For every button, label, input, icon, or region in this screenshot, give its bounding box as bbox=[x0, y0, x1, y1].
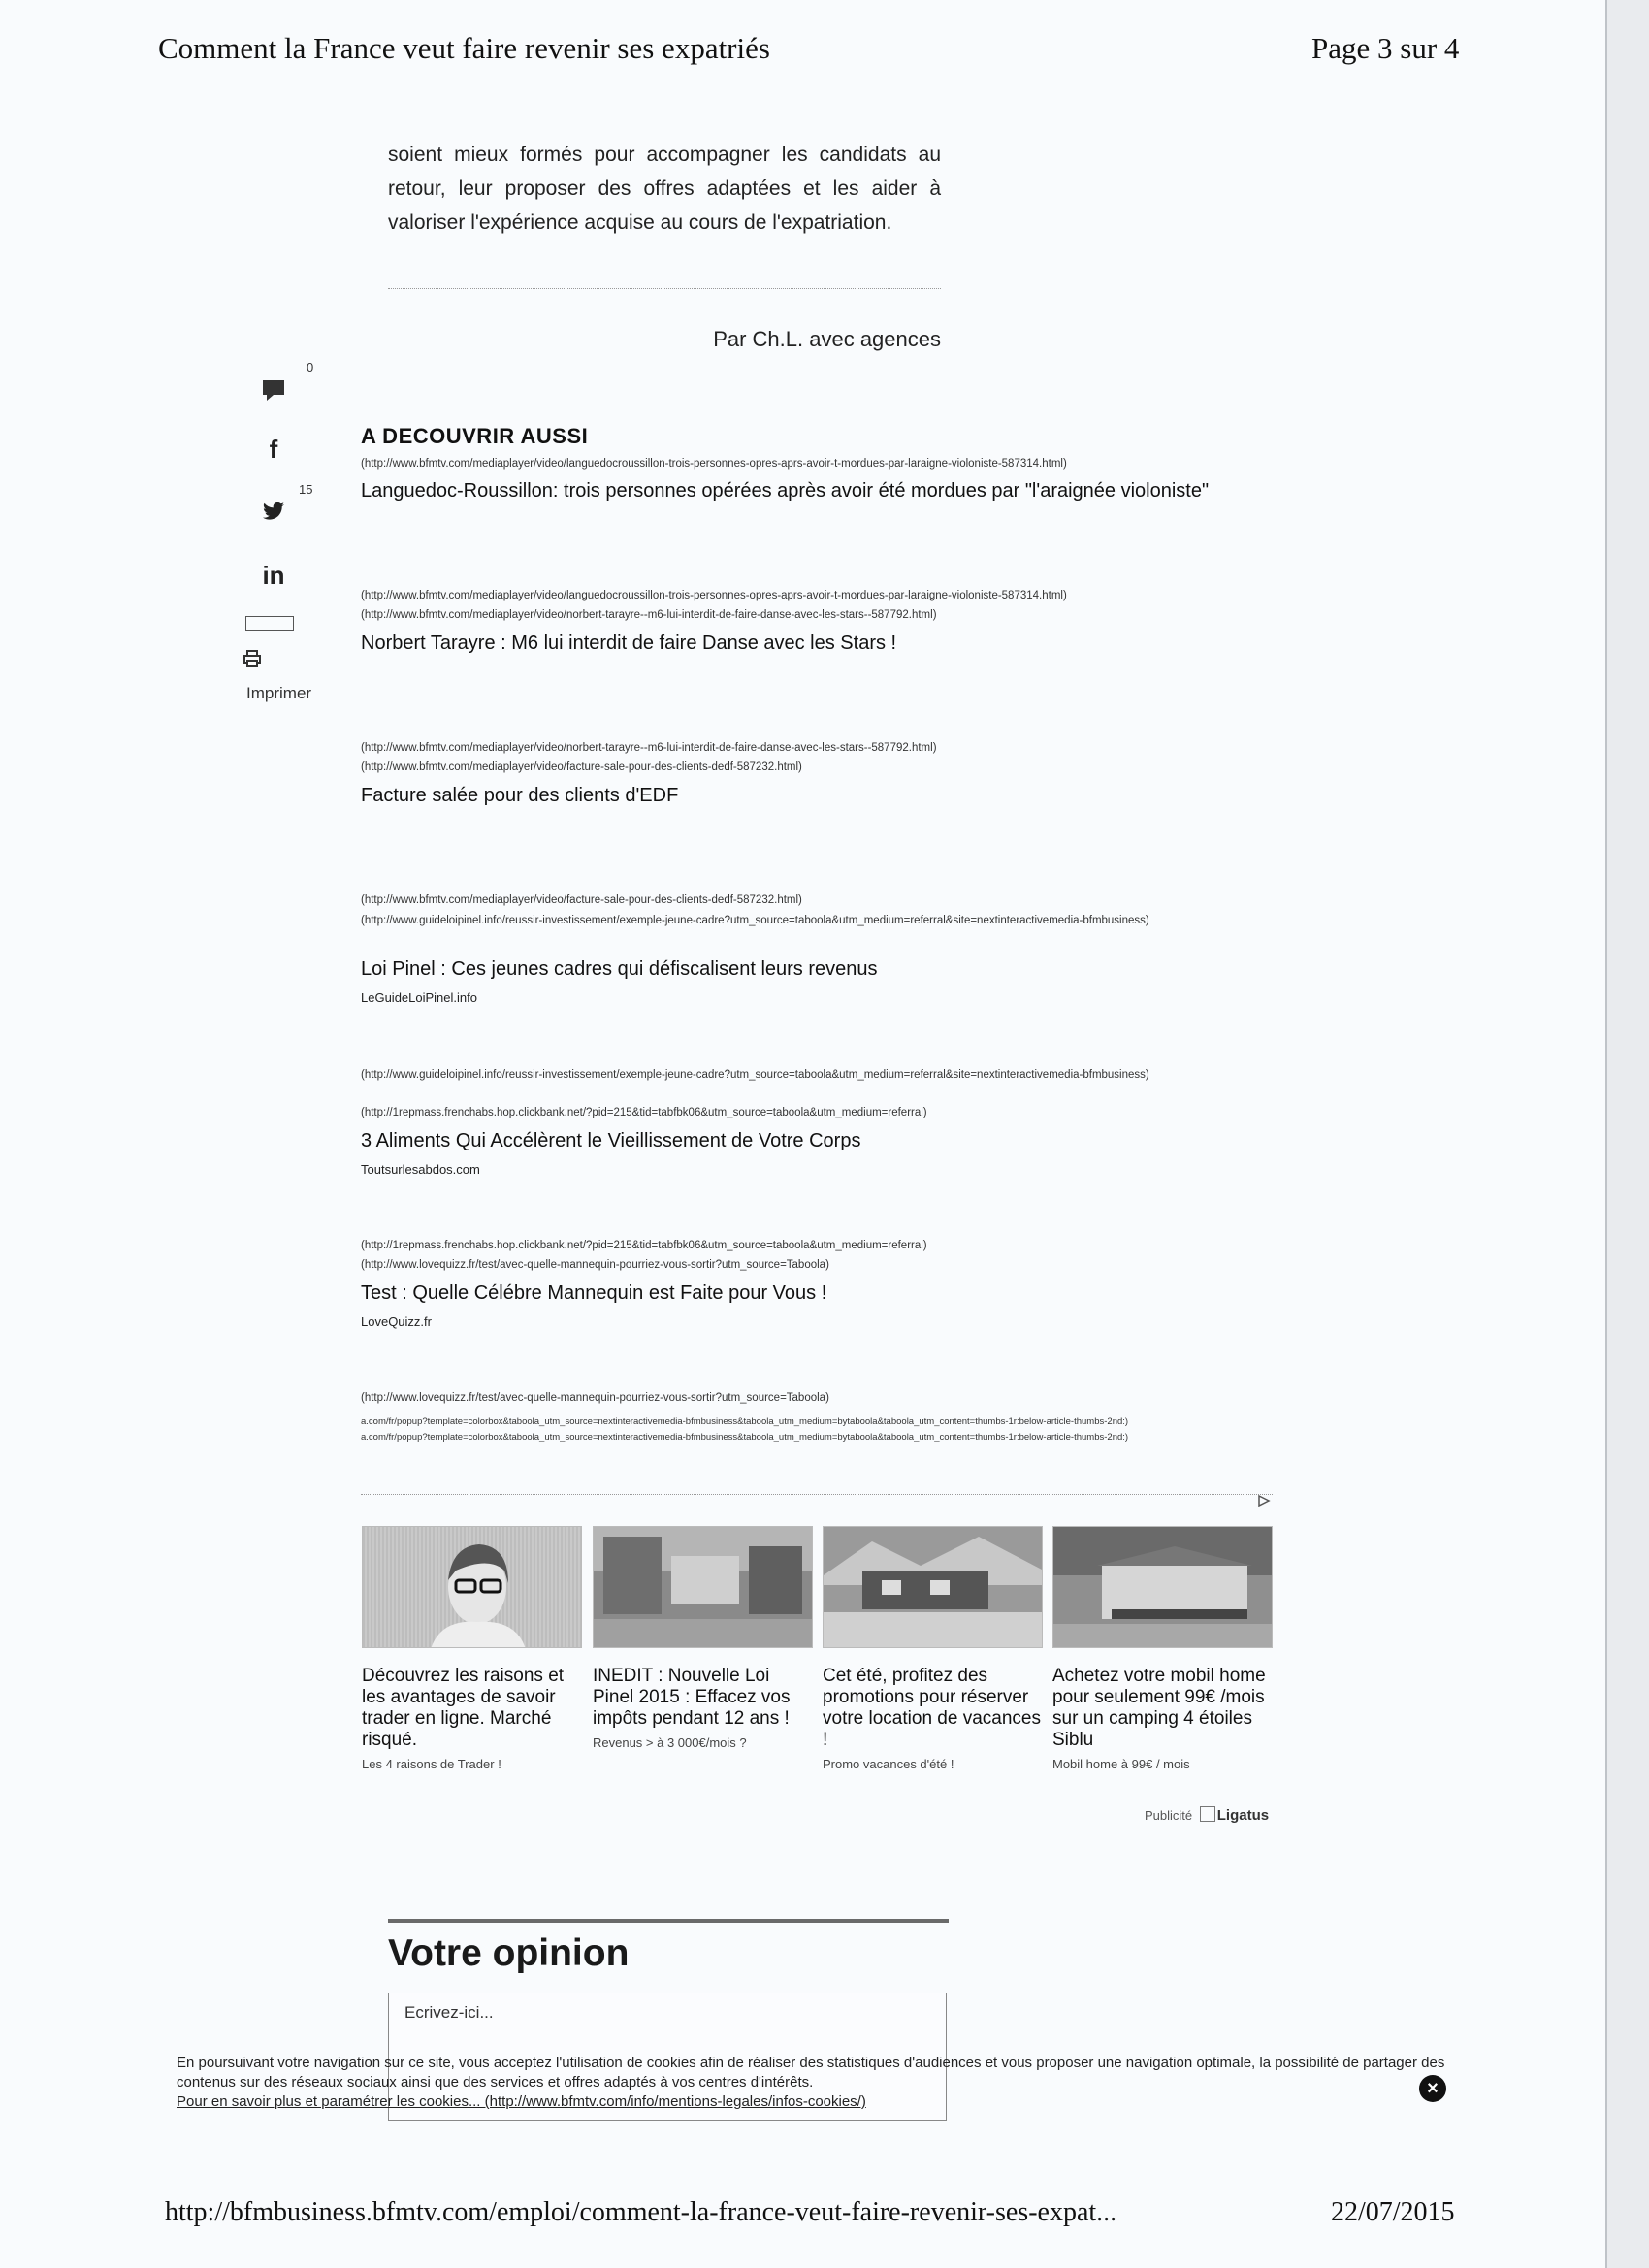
comment-bubble-icon bbox=[261, 378, 286, 402]
item-url[interactable]: (http://www.bfmtv.com/mediaplayer/video/norbert-tarayre--m6-lui-interdit-de-faire-danse-avec-les-stars--587792.html) bbox=[361, 609, 937, 621]
print-button[interactable] bbox=[223, 650, 281, 672]
item-headline[interactable]: Facture salée pour des clients d'EDF bbox=[361, 785, 679, 806]
adchoices-icon[interactable] bbox=[1257, 1494, 1271, 1507]
item-url[interactable]: (http://www.lovequizz.fr/test/avec-quelle-mannequin-pourriez-vous-sortir?utm_source=Taboola) bbox=[361, 1392, 829, 1404]
ad-caption[interactable]: Cet été, profitez des promotions pour réserver votre location de vacances ! bbox=[823, 1666, 1041, 1750]
printer-icon bbox=[242, 650, 262, 667]
ad-subtitle[interactable]: Revenus > à 3 000€/mois ? bbox=[593, 1735, 747, 1750]
ad-caption[interactable]: Achetez votre mobil home pour seulement 99€ /mois sur un camping 4 étoiles Siblu bbox=[1052, 1666, 1266, 1750]
ad-card[interactable] bbox=[823, 1526, 1043, 1771]
item-url[interactable]: (http://www.lovequizz.fr/test/avec-quelle-mannequin-pourriez-vous-sortir?utm_source=Taboola) bbox=[361, 1259, 829, 1271]
opinion-placeholder: Ecrivez-ici... bbox=[404, 2003, 494, 2022]
ad-image-mobil-home[interactable] bbox=[1052, 1526, 1273, 1648]
article-byline: Par Ch.L. avec agences bbox=[713, 327, 941, 351]
article-divider bbox=[388, 288, 941, 289]
discover-section-title: A DECOUVRIR AUSSI bbox=[361, 424, 589, 448]
item-source[interactable]: LoveQuizz.fr bbox=[361, 1314, 432, 1329]
ad-caption[interactable]: Découvrez les raisons et les avantages de savoir trader en ligne. Marché risqué. bbox=[362, 1666, 565, 1750]
ad-caption[interactable]: INEDIT : Nouvelle Loi Pinel 2015 : Effacez vos impôts pendant 12 ans ! bbox=[593, 1666, 791, 1729]
item-url[interactable]: (http://www.bfmtv.com/mediaplayer/video/norbert-tarayre--m6-lui-interdit-de-faire-danse-avec-les-stars--587792.html) bbox=[361, 742, 937, 754]
twitter-button[interactable] bbox=[244, 502, 303, 526]
cookie-banner bbox=[177, 2054, 1467, 2112]
print-header-page-number: Page 3 sur 4 bbox=[1311, 31, 1460, 65]
ligatus-brand: Ligatus bbox=[1216, 1807, 1270, 1824]
item-url[interactable]: (http://www.bfmtv.com/mediaplayer/video/languedocroussillon-trois-personnes-opres-aprs-avoir-t-mordues-par-laraigne-violoniste-587314.html) bbox=[361, 458, 1067, 470]
item-url[interactable]: (http://www.guideloipinel.info/reussir-investissement/exemple-jeune-cadre?utm_source=taboola&utm_medium=referral&site=nextinteractivemedia-bfmbusiness) bbox=[361, 1069, 1149, 1081]
page-edge bbox=[1605, 0, 1649, 2268]
print-footer-url: http://bfmbusiness.bfmtv.com/emploi/comment-la-france-veut-faire-revenir-ses-expat... bbox=[165, 2197, 1117, 2227]
item-headline[interactable]: Languedoc-Roussillon: trois personnes opérées après avoir été mordues par "l'araignée violoniste" bbox=[361, 480, 1210, 502]
ad-subtitle[interactable]: Promo vacances d'été ! bbox=[823, 1757, 954, 1771]
ligatus-logo-icon bbox=[1200, 1806, 1215, 1822]
ad-image-holiday-pool[interactable] bbox=[823, 1526, 1043, 1648]
ad-subtitle[interactable]: Mobil home à 99€ / mois bbox=[1052, 1757, 1190, 1771]
popup-url[interactable]: a.com/fr/popup?template=colorbox&taboola_utm_source=nextinteractivemedia-bfmbusiness&taboola_utm_medium=bytaboola&taboola_utm_content=thumbs-1r:below-article-thumbs-2nd:) bbox=[361, 1416, 1129, 1427]
article-intro-paragraph: soient mieux formés pour accompagner les candidats au retour, leur proposer des offres adaptées et les aider à valoriser l'expérience acquise au cours de l'expatriation. bbox=[388, 144, 941, 234]
cookie-more-link[interactable]: Pour en savoir plus et paramétrer les cookies... (http://www.bfmtv.com/info/mentions-legales/infos-cookies/) bbox=[177, 2093, 866, 2110]
publicite-label: Publicité bbox=[1145, 1808, 1193, 1823]
comment-count: 0 bbox=[307, 360, 314, 374]
close-icon[interactable]: × bbox=[1419, 2075, 1446, 2102]
linkedin-icon[interactable]: in bbox=[262, 561, 285, 590]
cookie-text: En poursuivant votre navigation sur ce site, vous acceptez l'utilisation de cookies afin de réaliser des statistiques d'audiences et vous proposer une navigation optimale, la possibilité de partager des contenus sur des réseaux sociaux ainsi que des services et offres adaptés à vos centres d'intérêts. bbox=[177, 2055, 1445, 2090]
ad-card[interactable] bbox=[362, 1526, 582, 1771]
opinion-title: Votre opinion bbox=[388, 1932, 630, 1974]
facebook-icon[interactable]: f bbox=[269, 435, 278, 464]
twitter-bird-icon bbox=[262, 502, 285, 521]
item-source[interactable]: Toutsurlesabdos.com bbox=[361, 1162, 480, 1177]
print-footer-date: 22/07/2015 bbox=[1331, 2197, 1455, 2227]
ad-image-woman-glasses[interactable] bbox=[362, 1526, 582, 1648]
share-counter-box bbox=[245, 616, 294, 631]
item-url[interactable]: (http://www.guideloipinel.info/reussir-investissement/exemple-jeune-cadre?utm_source=taboola&utm_medium=referral&site=nextinteractivemedia-bfmbusiness) bbox=[361, 915, 1149, 926]
ad-attribution[interactable] bbox=[1145, 1806, 1269, 1824]
item-url[interactable]: (http://1repmass.frenchabs.hop.clickbank.net/?pid=215&tid=tabfbk06&utm_source=taboola&utm_medium=referral) bbox=[361, 1240, 927, 1251]
item-headline[interactable]: Norbert Tarayre : M6 lui interdit de faire Danse avec les Stars ! bbox=[361, 632, 897, 654]
item-url[interactable]: (http://www.bfmtv.com/mediaplayer/video/facture-sale-pour-des-clients-dedf-587232.html) bbox=[361, 894, 802, 906]
ad-card[interactable] bbox=[1052, 1526, 1273, 1771]
ads-divider bbox=[361, 1494, 1273, 1495]
print-header-title: Comment la France veut faire revenir ses expatriés bbox=[158, 31, 770, 65]
print-label[interactable]: Imprimer bbox=[246, 684, 312, 702]
opinion-divider bbox=[388, 1919, 949, 1923]
item-source[interactable]: LeGuideLoiPinel.info bbox=[361, 990, 477, 1005]
item-url[interactable]: (http://www.bfmtv.com/mediaplayer/video/languedocroussillon-trois-personnes-opres-aprs-avoir-t-mordues-par-laraigne-violoniste-587314.html) bbox=[361, 590, 1067, 601]
ad-subtitle[interactable]: Les 4 raisons de Trader ! bbox=[362, 1757, 501, 1771]
ad-image-interior[interactable] bbox=[593, 1526, 813, 1648]
twitter-count: 15 bbox=[299, 482, 313, 497]
item-headline[interactable]: Test : Quelle Célébre Mannequin est Faite pour Vous ! bbox=[361, 1282, 827, 1304]
ad-card[interactable] bbox=[593, 1526, 813, 1750]
comments-button[interactable] bbox=[244, 378, 303, 406]
item-headline[interactable]: 3 Aliments Qui Accélèrent le Vieillissement de Votre Corps bbox=[361, 1130, 861, 1151]
item-url[interactable]: (http://1repmass.frenchabs.hop.clickbank.net/?pid=215&tid=tabfbk06&utm_source=taboola&utm_medium=referral) bbox=[361, 1107, 927, 1118]
popup-url[interactable]: a.com/fr/popup?template=colorbox&taboola_utm_source=nextinteractivemedia-bfmbusiness&taboola_utm_medium=bytaboola&taboola_utm_content=thumbs-1r:below-article-thumbs-2nd:) bbox=[361, 1432, 1129, 1442]
item-url[interactable]: (http://www.bfmtv.com/mediaplayer/video/facture-sale-pour-des-clients-dedf-587232.html) bbox=[361, 761, 802, 773]
item-headline[interactable]: Loi Pinel : Ces jeunes cadres qui défiscalisent leurs revenus bbox=[361, 958, 878, 980]
